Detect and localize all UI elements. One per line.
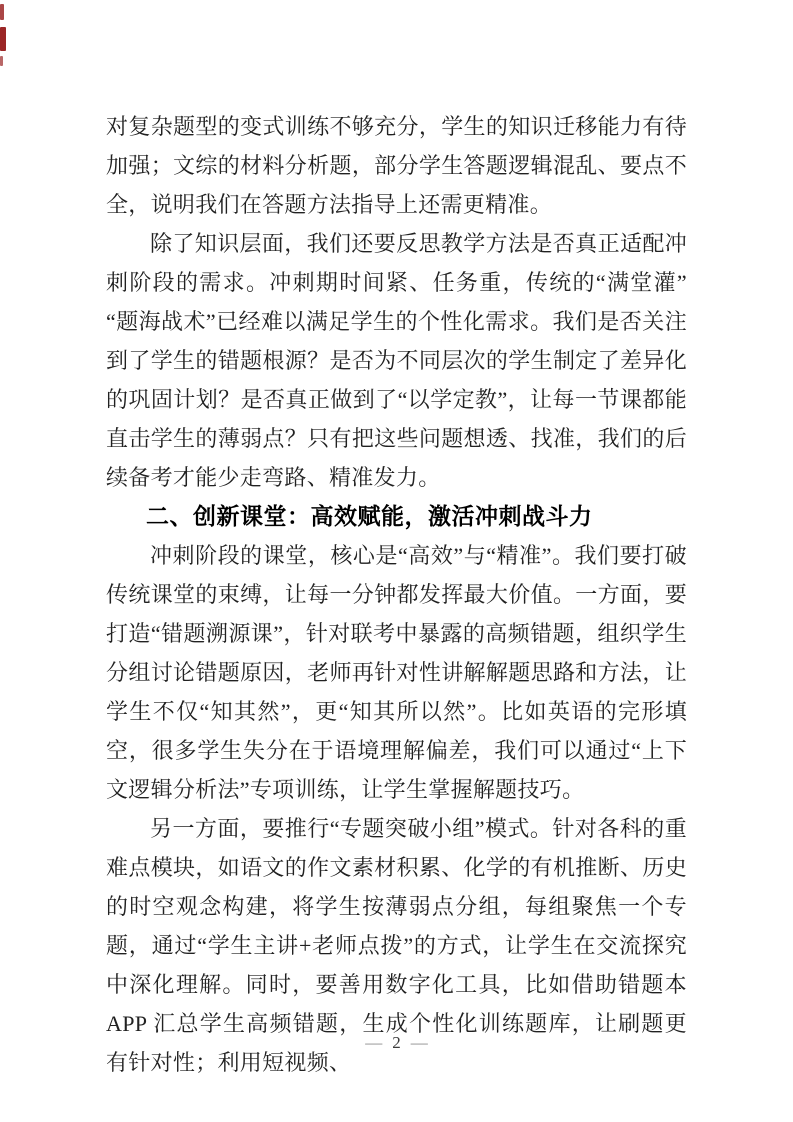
paragraph-teaching-reflection: 除了知识层面，我们还要反思教学方法是否真正适配冲刺阶段的需求。冲刺期时间紧、任务重，传统的“满堂灌”“题海战术”已经难以满足学生的个性化需求。我们是否关注到了学生的错题根源？是否为不同层次的学生制定了差异化的巩固计划？是否真正做到了“以学定教”，让每一节课都能直击学生的薄弱点？只有把这些问题想透、找准，我们的后续备考才能少走弯路、精准发力。 <box>106 231 687 490</box>
paragraph-classroom-efficiency: 冲刺阶段的课堂，核心是“高效”与“精准”。我们要打破传统课堂的束缚，让每一分钟都发挥最大价值。一方面，要打造“错题溯源课”，针对联考中暴露的高频错题，组织学生分组讨论错题原因，老师再针对性讲解解题思路和方法，让学生不仅“知其然”，更“知其所以然”。比如英语的完形填空，很多学生失分在于语境理解偏差，我们可以通过“上下文逻辑分析法”专项训练，让学生掌握解题技巧。 <box>106 543 687 802</box>
red-edge-mark <box>0 4 4 20</box>
footer-dash-left: — <box>365 1033 383 1052</box>
paragraph-topic-breakthrough-groups: 另一方面，要推行“专题突破小组”模式。针对各科的重难点模块，如语文的作文素材积累、化学的有机推断、历史的时空观念构建，将学生按薄弱点分组，每组聚焦一个专题，通过“学生主讲+老师点拨”的方式，让学生在交流探究中深化理解。同时，要善用数字化工具，比如借助错题本 APP 汇总学生高频错题，生成个性化训练题库，让刷题更有针对性；利用短视频、 <box>106 816 687 1075</box>
paragraph-continuation: 对复杂题型的变式训练不够充分，学生的知识迁移能力有待加强；文综的材料分析题，部分学生答题逻辑混乱、要点不全，说明我们在答题方法指导上还需更精准。 <box>106 114 687 217</box>
page-footer <box>0 1031 793 1055</box>
page-content <box>106 107 687 1082</box>
page-number: 2 <box>392 1033 401 1052</box>
red-edge-mark <box>0 27 6 51</box>
red-edge-mark <box>0 56 3 66</box>
section-heading-innovative-classroom: 二、创新课堂：高效赋能，激活冲刺战斗力 <box>146 503 593 529</box>
footer-dash-right: — <box>410 1033 428 1052</box>
